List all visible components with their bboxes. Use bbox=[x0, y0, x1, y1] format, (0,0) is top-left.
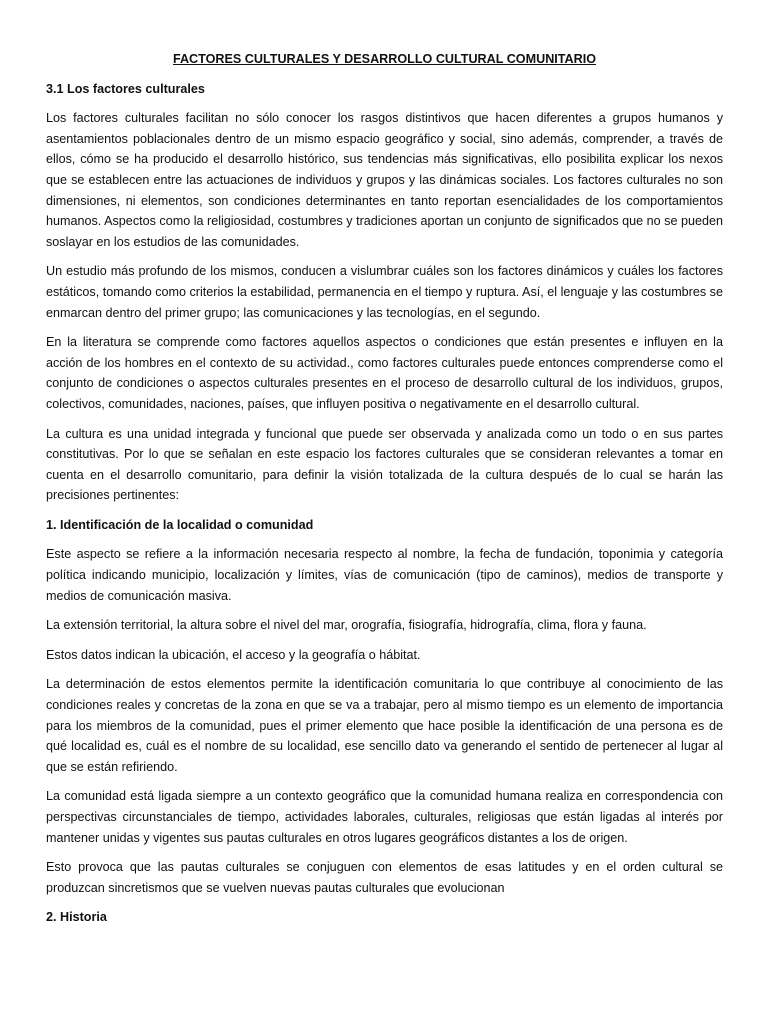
paragraph: Estos datos indican la ubicación, el acceso y la geografía o hábitat. bbox=[46, 647, 421, 662]
paragraph: Un estudio más profundo de los mismos, conducen a vislumbrar cuáles son los factores dinámicos y cuáles los factores estáticos, tomando como criterios la estabilidad, permanencia en el tiempo y ruptura. Así, el lenguaje y las costumbres se enmarcan dentro del primer grupo; las comunicaciones y las tecnologías, en el segundo. bbox=[46, 264, 723, 320]
paragraph: Esto provoca que las pautas culturales se conjuguen con elementos de esas latitudes y en el orden cultural se produzcan sincretismos que se vuelven nuevas pautas culturales que evolucionan bbox=[46, 860, 723, 895]
paragraph: La determinación de estos elementos permite la identificación comunitaria lo que contribuye al conocimiento de las condiciones reales y concretas de la zona en que se va a trabajar, pero al mismo tiempo es un elemento de importancia para los miembros de la comunidad, pues el primer elemento que hace posible la identificación de una persona es de qué localidad es, cuál es el nombre de su localidad, ese sencillo dato va generando el sentido de pertenecer al lugar al que se están refiriendo. bbox=[46, 677, 723, 774]
paragraph: Este aspecto se refiere a la información necesaria respecto al nombre, la fecha de fundación, toponimia y categoría política indicando municipio, localización y límites, vías de comunicación (tipo de caminos), medios de transporte y medios de comunicación masiva. bbox=[46, 547, 723, 603]
paragraph: La comunidad está ligada siempre a un contexto geográfico que la comunidad humana realiza en correspondencia con perspectivas circunstanciales de tiempo, actividades laborales, culturales, religiosas que están ligadas al interés por mantener unidas y vigentes sus pautas culturales en otros lugares geográficos distantes a los de origen. bbox=[46, 789, 723, 845]
paragraph: La cultura es una unidad integrada y funcional que puede ser observada y analizada como un todo o en sus partes constitutivas. Por lo que se señalan en este espacio los factores culturales que se consideran relevantes a tomar en cuenta en el desarrollo comunitario, para definir la visión totalizada de la cultura después de lo cual se harán las precisiones pertinentes: bbox=[46, 426, 723, 503]
paragraph: Los factores culturales facilitan no sólo conocer los rasgos distintivos que hacen diferentes a grupos humanos y asentamientos poblacionales dentro de un mismo espacio geográfico y social, sino además, comprender, a través de ellos, cómo se ha producido el desarrollo histórico, sus tendencias más significativas, ello posibilita explicar los nexos que se establecen entre las actuaciones de individuos y grupos y las dinámicas sociales. Los factores culturales no son dimensiones, ni elementos, son condiciones determinantes en tanto reportan esencialidades de los comportamientos humanos. Aspectos como la religiosidad, costumbres y tradiciones aportan un conjunto de significados que no se pueden soslayar en los estudios de las comunidades. bbox=[46, 111, 723, 249]
paragraph: En la literatura se comprende como factores aquellos aspectos o condiciones que están presentes e influyen en la acción de los hombres en el contexto de su actividad., como factores culturales puede entonces comprenderse como el conjunto de condiciones o aspectos culturales presentes en el proceso de desarrollo cultural de los individuos, grupos, colectivos, comunidades, naciones, países, que influyen positiva o negativamente en el desarrollo cultural. bbox=[46, 335, 723, 411]
document-title: FACTORES CULTURALES Y DESARROLLO CULTURAL COMUNITARIO bbox=[172, 52, 597, 66]
paragraph: La extensión territorial, la altura sobre el nivel del mar, orografía, fisiografía, hidrografía, clima, flora y fauna. bbox=[46, 618, 647, 633]
section-heading-factores-culturales: 3.1 Los factores culturales bbox=[46, 81, 205, 96]
section-heading-historia: 2. Historia bbox=[46, 910, 107, 925]
document-page bbox=[46, 40, 723, 937]
section-heading-identificacion: 1. Identificación de la localidad o comunidad bbox=[46, 517, 314, 532]
